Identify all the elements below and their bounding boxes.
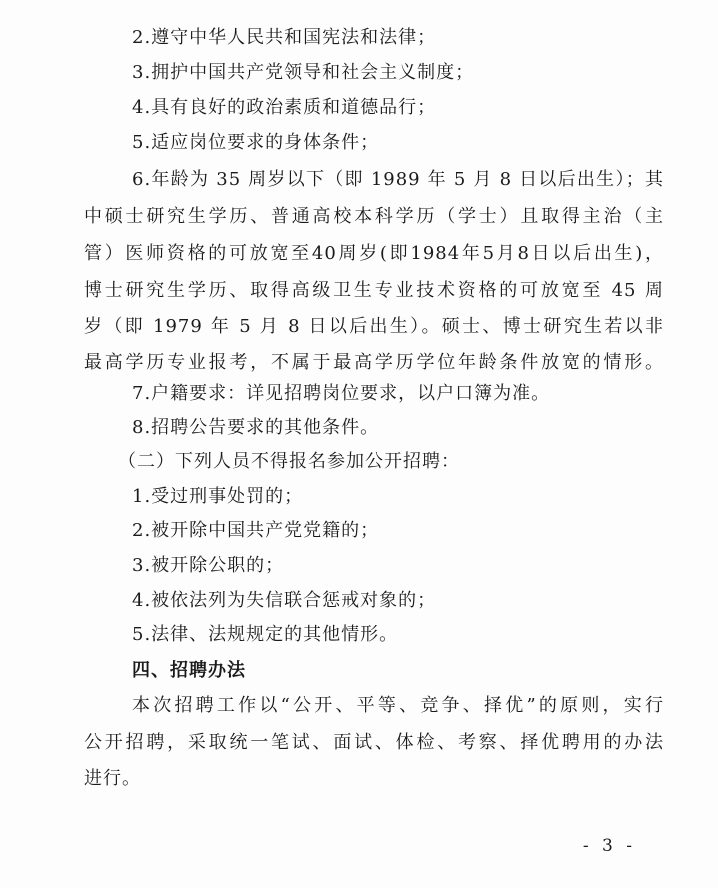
condition-item-2: 2.遵守中华人民共和国宪法和法律； xyxy=(132,27,437,48)
condition-item-7: 7.户籍要求：详见招聘岗位要求，以户口簿为准。 xyxy=(132,383,551,404)
condition-item-6-line-4: 博士研究生学历、取得高级卫生专业技术资格的可放宽至 45 周 xyxy=(84,280,664,301)
exclusion-item-2: 2.被开除中国共产党党籍的； xyxy=(132,520,380,541)
condition-item-6-line-2: 中硕士研究生学历、普通高校本科学历（学士）且取得主治（主 xyxy=(84,206,664,227)
condition-item-3: 3.拥护中国共产党领导和社会主义制度； xyxy=(132,62,475,83)
condition-item-4: 4.具有良好的政治素质和道德品行； xyxy=(132,97,437,118)
section-4-paragraph-line-2: 公开招聘，采取统一笔试、面试、体检、考察、择优聘用的办法 xyxy=(84,732,664,753)
exclusions-heading: （二）下列人员不得报名参加公开招聘： xyxy=(118,451,460,472)
page-number: - 3 - xyxy=(582,836,636,856)
section-4-heading: 四、招聘办法 xyxy=(132,660,246,681)
exclusion-item-4: 4.被依法列为失信联合惩戒对象的； xyxy=(132,590,437,611)
section-4-paragraph-line-3: 进行。 xyxy=(84,768,141,789)
condition-item-5: 5.适应岗位要求的身体条件； xyxy=(132,132,380,153)
condition-item-6-line-6: 最高学历专业报考，不属于最高学历学位年龄条件放宽的情形。 xyxy=(84,352,664,373)
exclusion-item-1: 1.受过刑事处罚的； xyxy=(132,486,304,507)
condition-item-6-line-3: 管）医师资格的可放宽至40周岁(即1984年5月8日以后出生)， xyxy=(84,243,664,264)
condition-item-8: 8.招聘公告要求的其他条件。 xyxy=(132,417,380,438)
condition-item-6-line-1: 6.年龄为 35 周岁以下（即 1989 年 5 月 8 日以后出生）；其 xyxy=(132,169,664,190)
section-4-paragraph-line-1: 本次招聘工作以“公开、平等、竞争、择优”的原则，实行 xyxy=(132,695,664,716)
condition-item-6-line-5: 岁（即 1979 年 5 月 8 日以后出生）。硕士、博士研究生若以非 xyxy=(84,316,664,337)
exclusion-item-5: 5.法律、法规规定的其他情形。 xyxy=(132,624,399,645)
exclusion-item-3: 3.被开除公职的； xyxy=(132,555,285,576)
